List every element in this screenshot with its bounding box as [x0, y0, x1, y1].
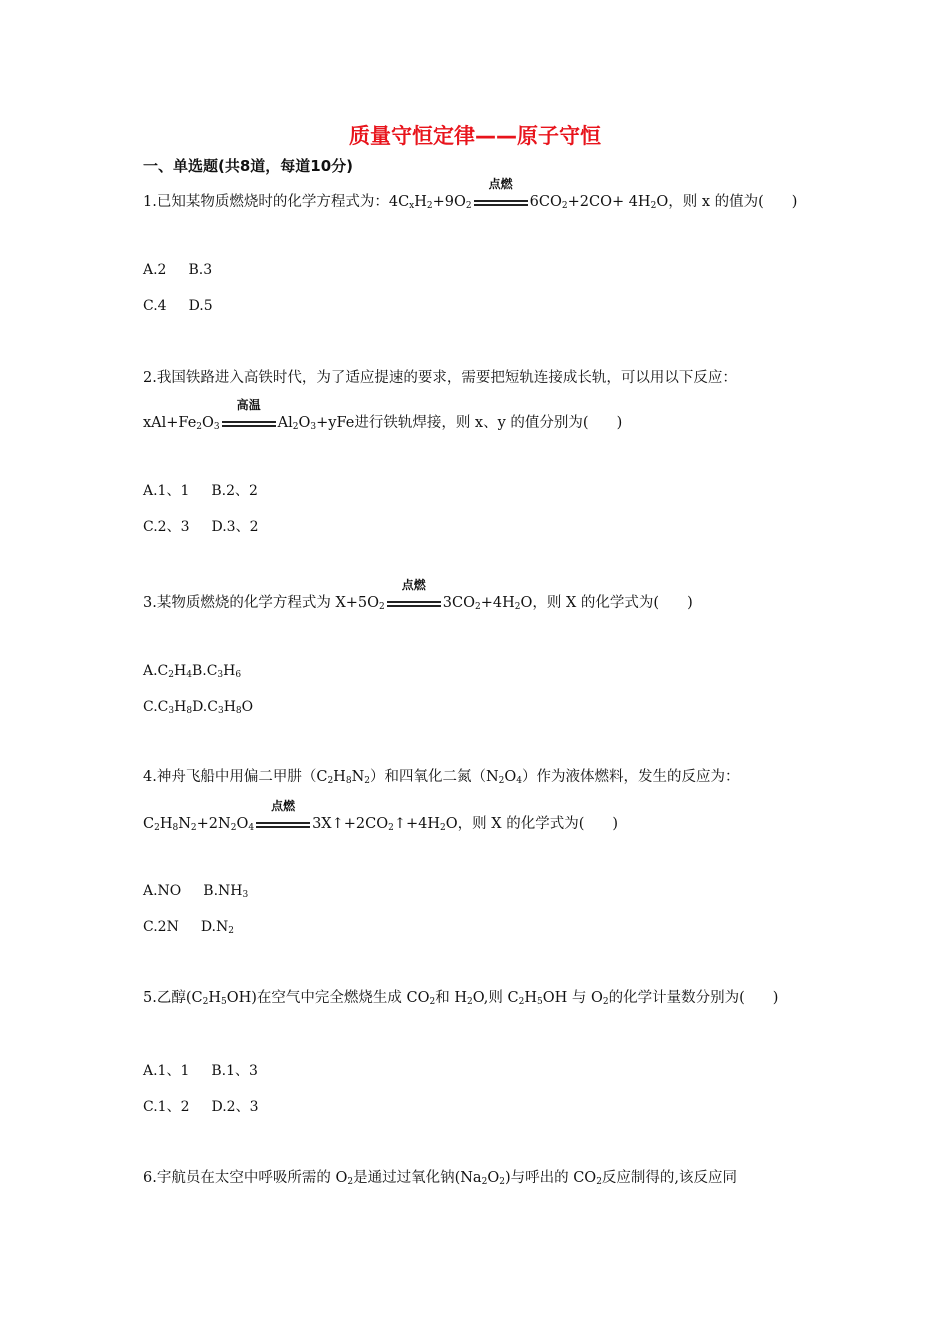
question-3-options-row-2: $C.C_3H_8D.C_3H_8O$ — [143, 699, 254, 716]
question-3: 3.某物质燃烧的化学方程式为 $X+5O_2$ 点燃 $3CO_2+4H_2O$，则 X 的化学式为( ) — [143, 578, 693, 612]
option: C.2N — [143, 919, 179, 935]
option: D.5 — [188, 298, 213, 314]
option: D.N — [200, 919, 229, 935]
option: C.4 — [143, 298, 167, 314]
question-5-options-row-2 — [143, 1097, 258, 1117]
question-4-line-1: 4.神舟飞船中用偏二甲肼$(C_2H_8N_2)$和四氧化二氮$(N_2O_4)$作为液体燃料，发生的反应为： — [143, 769, 740, 786]
option: D.3、2 — [211, 519, 259, 535]
question-4-options-row-1: A.NO $B.NH_3$ — [143, 883, 249, 900]
page-title: 质量守恒定律——原子守恒 — [349, 124, 601, 148]
option: A.2 — [143, 262, 167, 278]
option: B.1、3 — [211, 1063, 258, 1079]
option: C.C — [143, 699, 169, 715]
question-1-options-row-2 — [143, 296, 213, 316]
reaction-condition: 点燃 — [472, 190, 530, 210]
question-5-options-row-1 — [143, 1061, 258, 1081]
question-5: 5.乙醇$(C_2H_5OH)$在空气中完全燃烧生成 $CO_2$和 $H_2O$,则 $C_2H_5OH$ 与 $O_2$的化学计量数分别为( ) — [143, 990, 779, 1007]
option: D.C — [192, 699, 218, 715]
reaction-condition: 点燃 — [254, 812, 312, 832]
option: B.C — [191, 663, 218, 679]
option: A.NO — [143, 883, 182, 899]
question-4-line-2: $C_2H_8N_2+2N_2O_4$ 点燃 $3X↑+2CO_2↑+4H_2O$，则 X 的化学式为( ) — [143, 799, 619, 833]
question-2-options-row-2 — [143, 517, 258, 537]
option: A.C — [143, 663, 169, 679]
option: B.NH — [203, 883, 243, 899]
question-2-line-1: 2.我国铁路进入高铁时代，为了适应提速的要求，需要把短轨连接成长轨，可以用以下反应： — [143, 370, 737, 386]
option: B.2、2 — [211, 483, 258, 499]
option: D.2、3 — [211, 1099, 259, 1115]
reaction-condition: 点燃 — [385, 591, 443, 611]
option: A.1、1 — [143, 1063, 190, 1079]
option: C.1、2 — [143, 1099, 190, 1115]
question-3-options-row-1: $A.C_2H_4B.C_3H_6$ — [143, 663, 242, 680]
reaction-condition: 高温 — [220, 411, 278, 431]
question-1: 1.已知某物质燃烧时的化学方程式为：$4C_xH_2+9O_2$ 点燃 $6CO_2+2CO+ 4H_2O$，则 x 的值为( ) — [143, 177, 798, 211]
option: A.1、1 — [143, 483, 190, 499]
question-2-line-2: $xAl+Fe_2O_3$ 高温 $Al_2O_3+yFe$进行铁轨焊接，则 x、y 的值分别为( ) — [143, 398, 623, 432]
option: B.3 — [188, 262, 213, 278]
question-6: 6.宇航员在太空中呼吸所需的 $O_2$是通过过氧化钠$(Na_2O_2)$与呼出的 $CO_2$反应制得的,该反应同 — [143, 1170, 738, 1187]
question-2-options-row-1 — [143, 481, 258, 501]
question-4-options-row-2: C.2N $D.N_2$ — [143, 919, 234, 936]
question-1-options-row-1 — [143, 260, 212, 280]
section-header: 一、单选题(共8道，每道10分) — [143, 157, 354, 175]
option: C.2、3 — [143, 519, 190, 535]
